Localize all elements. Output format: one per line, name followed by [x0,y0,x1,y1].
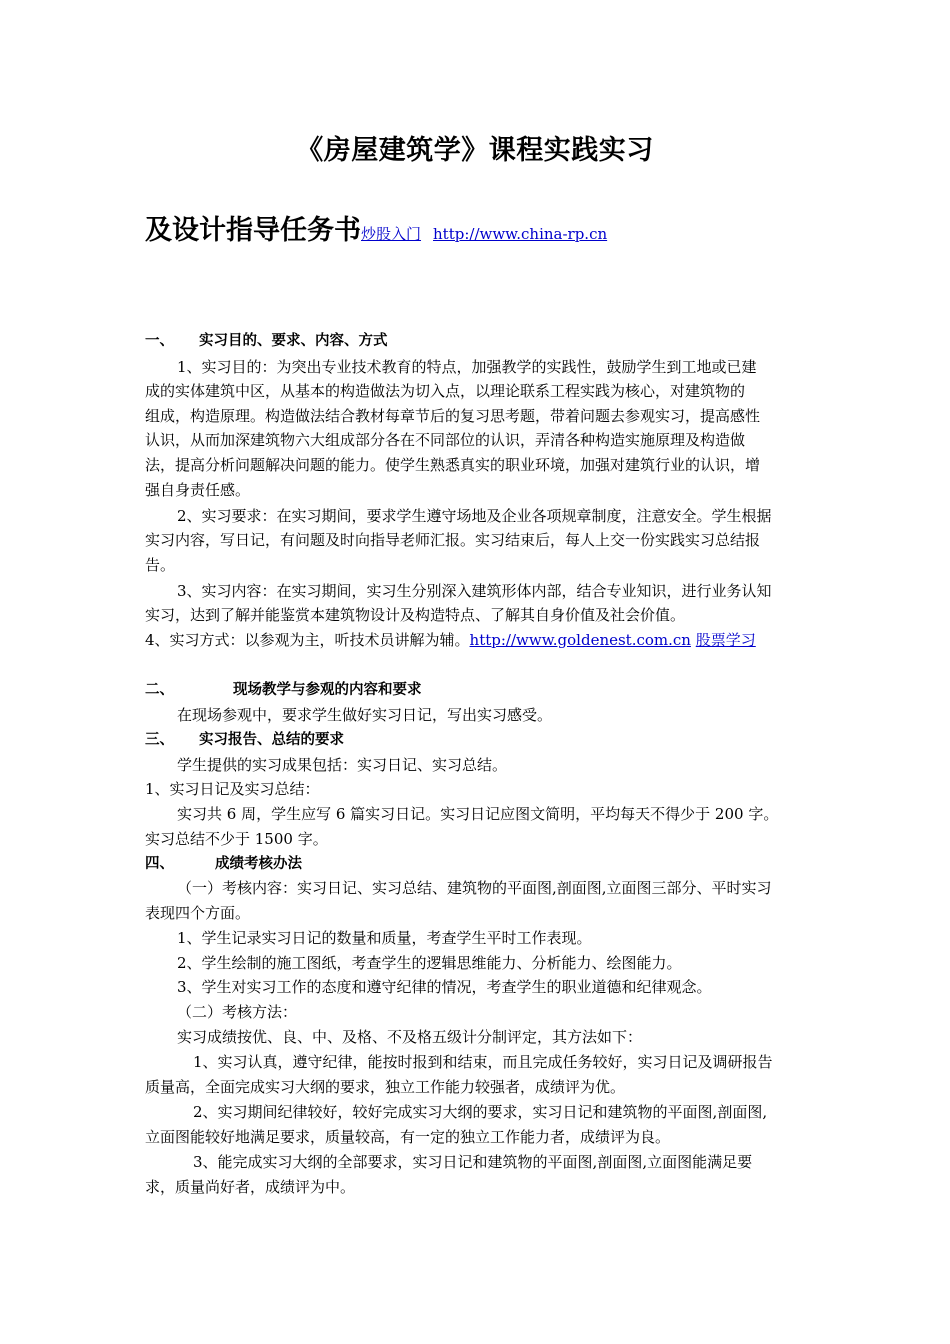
paragraph-line: 学生提供的实习成果包括：实习日记、实习总结。 [177,756,508,774]
paragraph-line: 实习总结不少于 1500 字。 [145,830,328,848]
section-heading-4: 四、 成绩考核办法 [145,856,302,872]
paragraph-line: 1、实习认真，遵守纪律，能按时报到和结束，而且完成任务较好，实习日记及调研报告 [193,1053,773,1071]
paragraph-line: （一）考核内容：实习日记、实习总结、建筑物的平面图,剖面图,立面图三部分、平时实习 [177,879,772,897]
paragraph-line: 成的实体建筑中区，从基本的构造做法为切入点，以理论联系工程实践为核心，对建筑物的 [145,382,746,400]
goldenest-link[interactable]: http://www.goldenest.com.cn [469,631,691,649]
paragraph-line: 法，提高分析问题解决问题的能力。使学生熟悉真实的职业环境，加强对建筑行业的认识，增 [145,456,761,474]
paragraph-line: 立面图能较好地满足要求，质量较高，有一定的独立工作能力者，成绩评为良。 [145,1128,671,1146]
paragraph-line: 认识，从而加深建筑物六大组成部分各在不同部位的认识，弄清各种构造实施原理及构造做 [145,431,746,449]
paragraph-line: 求，质量尚好者，成绩评为中。 [145,1178,356,1196]
paragraph-line: 实习成绩按优、良、中、及格、不及格五级计分制评定，其方法如下： [177,1028,643,1046]
paragraph-line: 2、学生绘制的施工图纸，考查学生的逻辑思维能力、分析能力、绘图能力。 [177,954,682,972]
document-subtitle-line [145,208,607,247]
paragraph-line: 实习共 6 周，学生应写 6 篇实习日记。实习日记应图文简明，平均每天不得少于 200 字。 [177,805,779,823]
section-heading-1: 一、 实习目的、要求、内容、方式 [145,333,388,349]
document-subtitle: 及设计指导任务书 [145,215,361,246]
paragraph-line: 1、实习目的：为突出专业技术教育的特点，加强教学的实践性，鼓励学生到工地或已建 [177,358,757,376]
paragraph-line: 3、学生对实习工作的态度和遵守纪律的情况，考查学生的职业道德和纪律观念。 [177,978,712,996]
paragraph-line: 2、实习期间纪律较好，较好完成实习大纲的要求，实习日记和建筑物的平面图,剖面图, [193,1103,768,1121]
paragraph-line: 组成，构造原理。构造做法结合教材每章节后的复习思考题，带着问题去参观实习，提高感性 [145,407,761,425]
stock-learning-link[interactable]: 股票学习 [695,631,756,649]
paragraph-line: 告。 [145,556,176,574]
paragraph-line: 3、实习内容：在实习期间，实习生分别深入建筑形体内部，结合专业知识，进行业务认知 [177,582,772,600]
paragraph-line: 实习内容，写日记，有问题及时向指导老师汇报。实习结束后，每人上交一份实践实习总结报 [145,531,761,549]
document-title: 《房屋建筑学》课程实践实习 [296,135,654,166]
china-rp-link[interactable]: http://www.china-rp.cn [433,225,608,243]
paragraph-line: 实习，达到了解并能鉴赏本建筑物设计及构造特点、了解其自身价值及社会价值。 [145,606,686,624]
paragraph-line: 表现四个方面。 [145,904,251,922]
paragraph-line: 1、学生记录实习日记的数量和质量，考查学生平时工作表现。 [177,929,592,947]
section-heading-3: 三、 实习报告、总结的要求 [145,732,344,748]
paragraph-line: 质量高，全面完成实习大纲的要求，独立工作能力较强者，成绩评为优。 [145,1078,626,1096]
paragraph-line: 3、能完成实习大纲的全部要求，实习日记和建筑物的平面图,剖面图,立面图能满足要 [193,1153,753,1171]
paragraph-line-with-links: 4、实习方式：以参观为主，听技术员讲解为辅。http://www.goldenest.com.cn 股票学习 [145,631,756,649]
paragraph-line: 在现场参观中，要求学生做好实习日记，写出实习感受。 [177,706,553,724]
stock-intro-link[interactable]: 炒股入门 [361,225,422,243]
paragraph-line: 2、实习要求：在实习期间，要求学生遵守场地及企业各项规章制度，注意安全。学生根据 [177,507,772,525]
paragraph-line: （二）考核方法： [177,1003,298,1021]
section-heading-2: 二、 现场教学与参观的内容和要求 [145,682,422,698]
paragraph-line: 1、实习日记及实习总结： [145,780,320,798]
paragraph-line: 强自身责任感。 [145,481,251,499]
